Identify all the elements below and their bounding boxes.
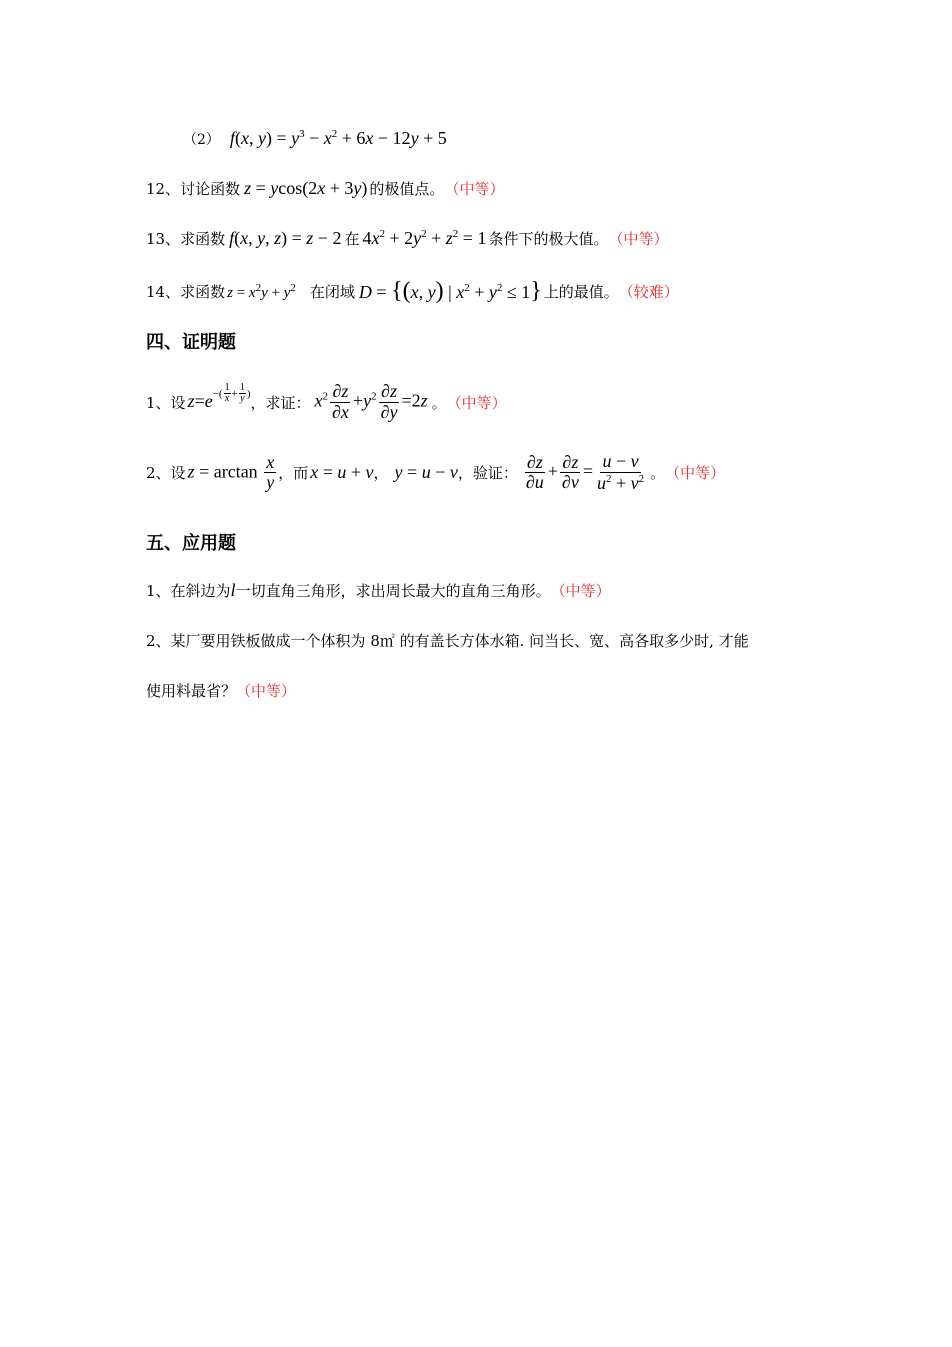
application-2-line-1 <box>146 630 749 651</box>
question-prefix: 12、讨论函数 <box>146 180 241 198</box>
formula: z = arctan $\frac{x}{y}$ <box>187 451 275 493</box>
difficulty-badge: （中等） <box>608 230 669 248</box>
sentence-end: 。 <box>431 393 447 412</box>
difficulty-badge: （中等） <box>550 582 611 600</box>
proof-formula: $x^2$ $\frac{\partial z}{\partial x}$ $+y^2$ $\frac{\partial z}{\partial y}$ =2z <box>314 381 428 422</box>
question-mid-2: ， <box>373 464 389 483</box>
substitution-y: y = u − v <box>394 462 458 483</box>
section-heading-application: 五、应用题 <box>146 533 236 554</box>
question-prefix: 1、设 <box>146 393 186 412</box>
question-14 <box>146 278 679 305</box>
proof-formula: $\frac{\partial z}{\partial u}$ + $\frac{\partial z}{\partial v}$ = $\frac{u - v}{u^2 + v^2}$ <box>525 451 645 493</box>
question-11-part-2 <box>183 128 447 149</box>
question-mid: 在 <box>344 230 360 248</box>
question-prefix: 1、在斜边为 <box>146 582 231 600</box>
question-mid: ，求证： <box>250 393 311 412</box>
hypotenuse-variable: l <box>230 580 236 600</box>
part-label: （2） <box>183 131 220 148</box>
constraint: $4x^2 + 2y^2 + z^2 = 1$ <box>362 228 487 248</box>
question-13 <box>146 228 668 249</box>
formula: z = ycos(2x + 3y) <box>244 178 368 198</box>
question-suffix: 的极值点。 <box>369 180 445 198</box>
difficulty-badge: （中等） <box>236 682 297 700</box>
question-suffix: 上的最值。 <box>543 283 619 301</box>
question-suffix: 条件下的极大值。 <box>488 230 609 248</box>
difficulty-badge: （中等） <box>444 180 505 198</box>
difficulty-badge: （中等） <box>665 464 726 483</box>
substitution-x: x = u + v <box>310 462 374 483</box>
difficulty-badge: （中等） <box>446 393 507 412</box>
question-text: 使用料最省？ <box>146 682 237 700</box>
question-mid-3: ，验证： <box>457 464 518 483</box>
question-text: 2、某厂要用铁板做成一个体积为 8㎡ 的有盖长方体水箱. 问当长、宽、高各取多少时, 才能 <box>146 632 749 650</box>
formula: f(x, y, z) = z − 2 <box>229 228 342 248</box>
question-prefix: 2、设 <box>146 464 186 483</box>
formula: f(x, $y) = y^3 - x^2 + 6x - 12y + 5$ <box>229 128 447 148</box>
proof-2 <box>146 452 725 494</box>
question-suffix: 一切直角三角形，求出周长最大的直角三角形。 <box>235 582 551 600</box>
question-mid-1: ，而 <box>278 464 309 483</box>
domain: D = {(x, y) | $x^2 + y^2 \le 1$} <box>358 278 542 304</box>
application-1 <box>146 580 611 601</box>
proof-1 <box>146 382 507 423</box>
difficulty-badge: （较难） <box>618 283 679 301</box>
question-prefix: 13、求函数 <box>146 230 226 248</box>
question-12 <box>146 178 504 199</box>
formula: $z = x^2y + y^2$ <box>227 281 296 301</box>
formula: z=e−( 1 x + 1 y ) <box>187 382 251 411</box>
application-2-line-2 <box>146 680 296 701</box>
question-mid: 在闭域 <box>309 283 355 301</box>
section-heading-proof: 四、证明题 <box>146 332 236 353</box>
sentence-end: 。 <box>650 464 666 483</box>
question-prefix: 14、求函数 <box>146 283 226 301</box>
